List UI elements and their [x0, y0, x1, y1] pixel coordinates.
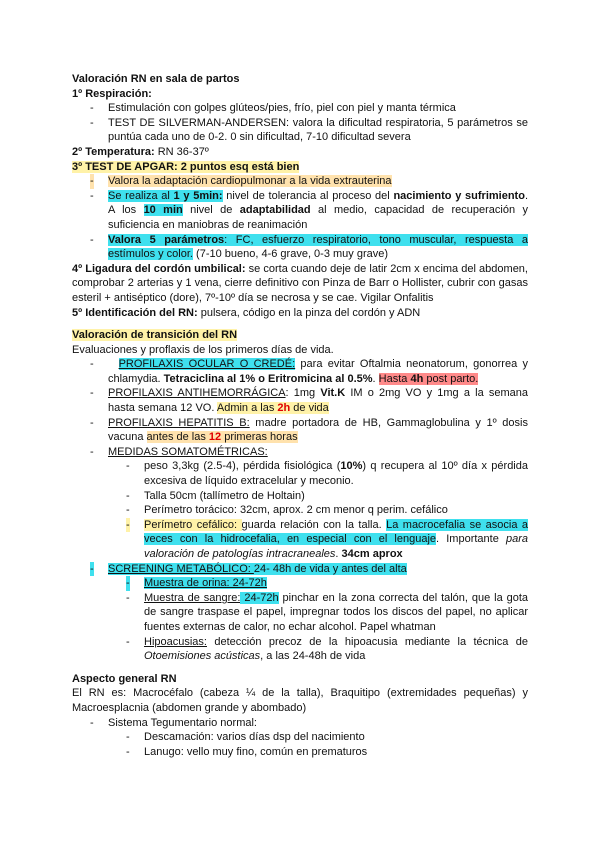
list-item: - Valora 5 parámetros: FC, esfuerzo respiratorio, tono muscular, respuesta a estímulos y color. (7-10 bueno, 4-6 grave, 0-3 muy grave): [90, 233, 529, 261]
list-item: - Se realiza al 1 y 5min: nivel de tolerancia al proceso del nacimiento y sufrimiento. A los 10 min nivel de adaptabilidad al medio, capacidad de recuperación y suficiencia en maniobras de reanimación: [90, 189, 528, 231]
list-item: - Estimulación con golpes glúteos/pies, frío, piel con piel y manta térmica: [90, 102, 456, 115]
list-item: - Valora la adaptación cardiopulmonar a la vida extrauterina: [90, 175, 392, 188]
temperatura-line: 2º Temperatura: RN 36-37º: [72, 145, 209, 158]
list-item: - PROFILAXIS OCULAR O CREDÉ: para evitar Oftalmia neonatorum, gonorrea y chlamydia. Tetraciclina al 1% o Eritromicina al 0.5%. Hasta 4h post parto.: [90, 358, 528, 385]
respiracion-list: [72, 101, 528, 145]
list-item: - peso 3,3kg (2.5-4), pérdida fisiológica (10%) q recupera al 10º día x pérdida excesiva de líquido extracelular y meconio.: [126, 460, 528, 488]
apgar-list: [72, 174, 528, 262]
list-item: - Lanugo: vello muy fino, común en prematuros: [126, 745, 368, 758]
list-item: - Sistema Tegumentario normal: - Descamación: varios días dsp del nacimiento - Lanugo: vello muy fino, común en prematuros: [72, 716, 528, 760]
respiracion-heading: 1º Respiración:: [72, 87, 152, 100]
document-page: [72, 72, 528, 759]
screening-list: [72, 576, 528, 664]
list-item: - MEDIDAS SOMATOMÉTRICAS: - peso 3,3kg (2.5-4), pérdida fisiológica (10%) q recupera al 10º día x pérdida excesiva de líquido extracelular y meconio. - Talla 50cm (tallímetro de Holtain) - Perímetro torácico: 32cm, aprox. 2 cm menor q perim. cefálico - Perímetro cefálico: guarda relación con la talla. La macrocefalia se asocia a veces con la hidrocefalia, en especial con el lenguaje. Importante para valoración de patologías intracraneales. 34cm aprox: [72, 445, 528, 562]
ligadura-paragraph: 4º Ligadura del cordón umbilical: se corta cuando deje de latir 2cm x encima del abdomen, comprobar 2 arterias y 1 vena, cierre definitivo con Pinza de Barr o Hollister, cubrir con gasas esteril + antiséptico (dore), 7º-10º día se necrosa y se cae. Vigilar Onfalitis: [72, 262, 528, 304]
intro-paragraph: El RN es: Macrocéfalo (cabeza ¼ de la talla), Braquitipo (extremidades pequeñas) y Macroesplacnia (abdomen grande y abombado): [72, 687, 528, 714]
list-item: - SCREENING METABÓLICO: 24- 48h de vida y antes del alta - Muestra de orina: 24-72h - Muestra de sangre: 24-72h pinchar en la zona correcta del talón, que la gota de sangre traspase el papel, impregnar todos los discos del papel, no aplicar fuentes externas de calor, no echar alcohol. Papel whatman - Hipoacusias: detección precoz de la hipoacusia mediante la técnica de Otoemisiones acústicas, a las 24-48h de vida: [72, 562, 528, 664]
list-item: - Hipoacusias: detección precoz de la hipoacusia mediante la técnica de Otoemisiones acústicas, a las 24-48h de vida: [126, 635, 528, 663]
list-item: - Perímetro cefálico: guarda relación con la talla. La macrocefalia se asocia a veces con la hidrocefalia, en especial con el lenguaje. Importante para valoración de patologías intracraneales. 34cm aprox: [126, 518, 529, 560]
section-transicion: [72, 328, 528, 664]
section-title: Aspecto general RN: [72, 672, 177, 685]
list-item: - Muestra de orina: 24-72h: [126, 577, 267, 590]
tegumentario-list: [72, 730, 528, 759]
transicion-list: [72, 357, 528, 663]
identificacion-line: 5º Identificación del RN: pulsera, código en la pinza del cordón y ADN: [72, 306, 421, 319]
list-item: - PROFILAXIS ANTIHEMORRÁGICA: 1mg Vit.K IM o 2mg VO y 1mg a la semana hasta semana 12 VO. Admin a las 2h de vida: [90, 387, 528, 415]
apgar-heading: 3º TEST DE APGAR: 2 puntos esq está bien: [72, 160, 300, 173]
section-aspecto: [72, 672, 528, 760]
section-title: Valoración RN en sala de partos: [72, 73, 240, 85]
list-item: - Muestra de sangre: 24-72h pinchar en la zona correcta del talón, que la gota de sangre traspase el papel, impregnar todos los discos del papel, no aplicar fuentes externas de calor, no echar alcohol. Papel whatman: [126, 591, 528, 633]
section-title: Valoración de transición del RN: [72, 329, 238, 342]
list-item: - PROFILAXIS HEPATITIS B: madre portadora de HB, Gammaglobulina y 1º dosis vacuna antes de las 12 primeras horas: [90, 416, 528, 444]
list-item: - Talla 50cm (tallímetro de Holtain): [126, 489, 305, 502]
list-item: - TEST DE SILVERMAN-ANDERSEN: valora la dificultad respiratoria, 5 parámetros se puntúa cada uno de 0-2. 0 sin dificultad, 7-10 dificultad severa: [90, 116, 528, 144]
section-sala-partos: [72, 72, 528, 320]
list-item: - Perímetro torácico: 32cm, aprox. 2 cm menor q perim. cefálico: [126, 504, 448, 517]
somato-list: [72, 459, 528, 561]
aspecto-list: [72, 716, 528, 760]
intro-line: Evaluaciones y proflaxis de los primeros días de vida.: [72, 343, 334, 356]
list-item: - Descamación: varios días dsp del nacimiento: [126, 731, 365, 744]
